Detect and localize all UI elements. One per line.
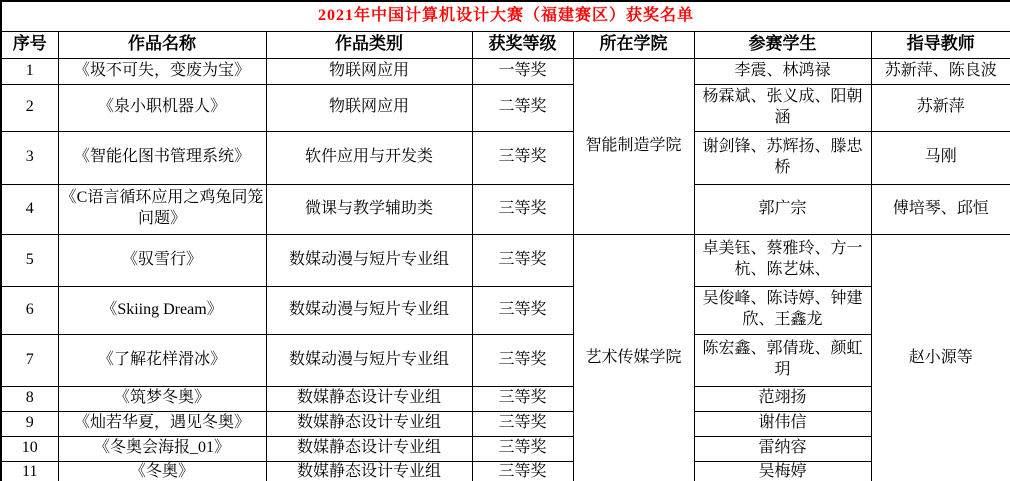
cell-no: 2 — [1, 84, 58, 131]
cell-category: 数媒动漫与短片专业组 — [266, 334, 472, 386]
cell-award: 三等奖 — [472, 386, 573, 411]
title-row — [1, 1, 1010, 31]
cell-award: 一等奖 — [472, 58, 573, 84]
cell-award: 三等奖 — [472, 234, 573, 286]
cell-award: 三等奖 — [472, 286, 573, 334]
table-header-row — [1, 31, 1010, 58]
table-row — [1, 411, 1010, 436]
cell-students: 杨霖斌、张义成、阳朝涵 — [694, 84, 871, 131]
table-row — [1, 184, 1010, 234]
cell-no: 11 — [1, 461, 58, 481]
cell-category: 微课与教学辅助类 — [266, 184, 472, 234]
cell-teachers: 苏新萍 — [871, 84, 1010, 131]
cell-students: 雷纳容 — [694, 436, 871, 461]
cell-students: 郭广宗 — [694, 184, 871, 234]
cell-no: 1 — [1, 58, 58, 84]
table-row — [1, 131, 1010, 184]
table-row — [1, 386, 1010, 411]
cell-students: 范翊扬 — [694, 386, 871, 411]
cell-students: 谢剑锋、苏辉扬、滕忠桥 — [694, 131, 871, 184]
page-title: 2021年中国计算机设计大赛（福建赛区）获奖名单 — [1, 1, 1010, 31]
cell-college-merged: 艺术传媒学院 — [573, 234, 694, 481]
cell-no: 4 — [1, 184, 58, 234]
cell-award: 三等奖 — [472, 184, 573, 234]
cell-work: 《C语言循环应用之鸡兔同笼问题》 — [58, 184, 266, 234]
cell-work: 《冬奥》 — [58, 461, 266, 481]
cell-category: 软件应用与开发类 — [266, 131, 472, 184]
cell-category: 数媒动漫与短片专业组 — [266, 286, 472, 334]
cell-teachers-merged: 赵小源等 — [871, 234, 1010, 481]
cell-teachers: 傅培琴、邱恒 — [871, 184, 1010, 234]
header-students: 参赛学生 — [694, 31, 871, 58]
cell-no: 9 — [1, 411, 58, 436]
cell-category: 数媒静态设计专业组 — [266, 411, 472, 436]
cell-category: 物联网应用 — [266, 84, 472, 131]
cell-students: 吴梅婷 — [694, 461, 871, 481]
cell-category: 数媒静态设计专业组 — [266, 436, 472, 461]
cell-teachers: 苏新萍、陈良波 — [871, 58, 1010, 84]
cell-work: 《Skiing Dream》 — [58, 286, 266, 334]
cell-no: 3 — [1, 131, 58, 184]
table-row — [1, 234, 1010, 286]
table-row — [1, 461, 1010, 481]
cell-category: 物联网应用 — [266, 58, 472, 84]
cell-category: 数媒静态设计专业组 — [266, 386, 472, 411]
header-work: 作品名称 — [58, 31, 266, 58]
cell-category: 数媒静态设计专业组 — [266, 461, 472, 481]
header-no: 序号 — [1, 31, 58, 58]
cell-award: 三等奖 — [472, 411, 573, 436]
header-teachers: 指导教师 — [871, 31, 1010, 58]
header-category: 作品类别 — [266, 31, 472, 58]
cell-work: 《筑梦冬奥》 — [58, 386, 266, 411]
cell-work: 《了解花样滑冰》 — [58, 334, 266, 386]
cell-no: 8 — [1, 386, 58, 411]
cell-students: 谢伟信 — [694, 411, 871, 436]
cell-award: 三等奖 — [472, 131, 573, 184]
cell-award: 三等奖 — [472, 461, 573, 481]
cell-work: 《灿若华夏，遇见冬奥》 — [58, 411, 266, 436]
cell-no: 10 — [1, 436, 58, 461]
cell-students: 吴俊峰、陈诗婷、钟建欣、王鑫龙 — [694, 286, 871, 334]
cell-work: 《圾不可失，变废为宝》 — [58, 58, 266, 84]
cell-students: 陈宏鑫、郭倩珑、颜虹玥 — [694, 334, 871, 386]
cell-work: 《冬奥会海报_01》 — [58, 436, 266, 461]
cell-college-merged: 智能制造学院 — [573, 58, 694, 234]
cell-award: 二等奖 — [472, 84, 573, 131]
cell-teachers: 马刚 — [871, 131, 1010, 184]
cell-no: 7 — [1, 334, 58, 386]
table-row — [1, 286, 1010, 334]
table-row — [1, 436, 1010, 461]
cell-work: 《泉小职机器人》 — [58, 84, 266, 131]
cell-students: 李震、林鸿禄 — [694, 58, 871, 84]
cell-category: 数媒动漫与短片专业组 — [266, 234, 472, 286]
cell-work: 《驭雪行》 — [58, 234, 266, 286]
cell-no: 5 — [1, 234, 58, 286]
cell-students: 卓美钰、蔡雅玲、方一杭、陈艺妹、 — [694, 234, 871, 286]
cell-no: 6 — [1, 286, 58, 334]
cell-award: 三等奖 — [472, 436, 573, 461]
table-row — [1, 334, 1010, 386]
header-award: 获奖等级 — [472, 31, 573, 58]
cell-award: 三等奖 — [472, 334, 573, 386]
cell-work: 《智能化图书管理系统》 — [58, 131, 266, 184]
header-college: 所在学院 — [573, 31, 694, 58]
table-row — [1, 84, 1010, 131]
table-row — [1, 58, 1010, 84]
